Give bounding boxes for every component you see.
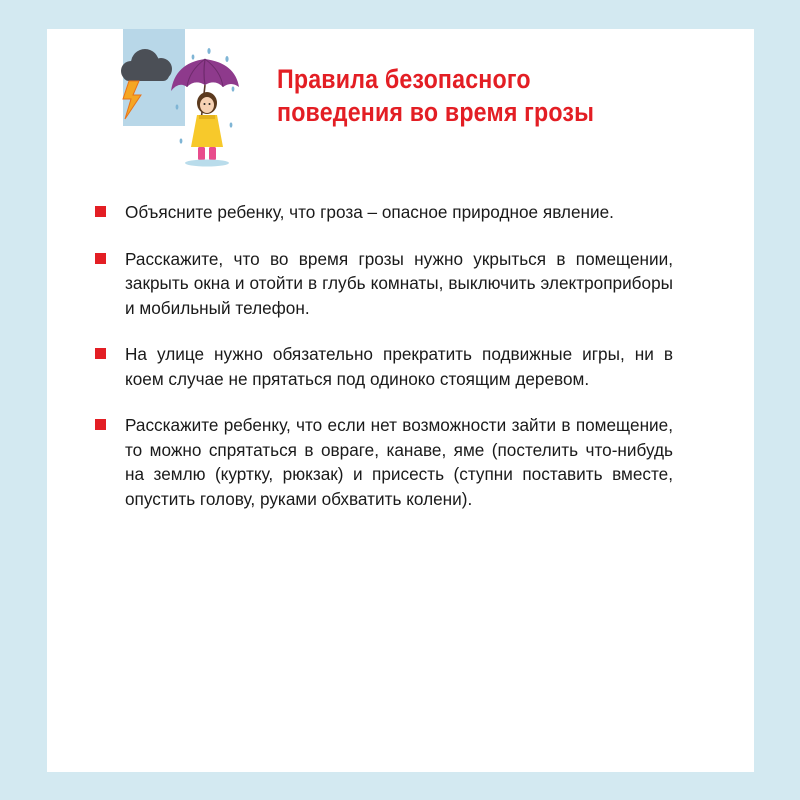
- page-title: [277, 63, 594, 129]
- bullet-icon: [95, 206, 106, 217]
- rule-text: Объясните ребенку, что гроза – опасное природное явление.: [125, 202, 614, 222]
- rule-item: [95, 342, 673, 391]
- info-card: [47, 29, 754, 772]
- bullet-icon: [95, 419, 106, 430]
- safety-rules-list: [95, 200, 673, 533]
- rule-text: Расскажите, что во время грозы нужно укрыться в помещении, закрыть окна и отойти в глубь комнаты, выключить электроприборы и мобильный телефон.: [125, 248, 673, 318]
- rule-item: [95, 200, 673, 225]
- thunderstorm-girl-umbrella-icon: [109, 29, 239, 169]
- rule-item: [95, 247, 673, 321]
- bullet-icon: [95, 348, 106, 359]
- title-line-2: поведения во время грозы: [277, 97, 595, 127]
- rule-text: Расскажите ребенку, что если нет возможности зайти в помещение, то можно спрятаться в овраге, канаве, яме (постелить что-нибудь на землю (куртку, рюкзак) и присесть (ступни поставить вместе, опустить голову, руками обхватить колени).: [125, 415, 673, 509]
- title-line-1: Правила безопасного: [277, 64, 531, 94]
- rule-item: [95, 413, 673, 511]
- bullet-icon: [95, 253, 106, 264]
- rule-text: На улице нужно обязательно прекратить подвижные игры, ни в коем случае не прятаться под одиноко стоящим деревом.: [125, 344, 673, 389]
